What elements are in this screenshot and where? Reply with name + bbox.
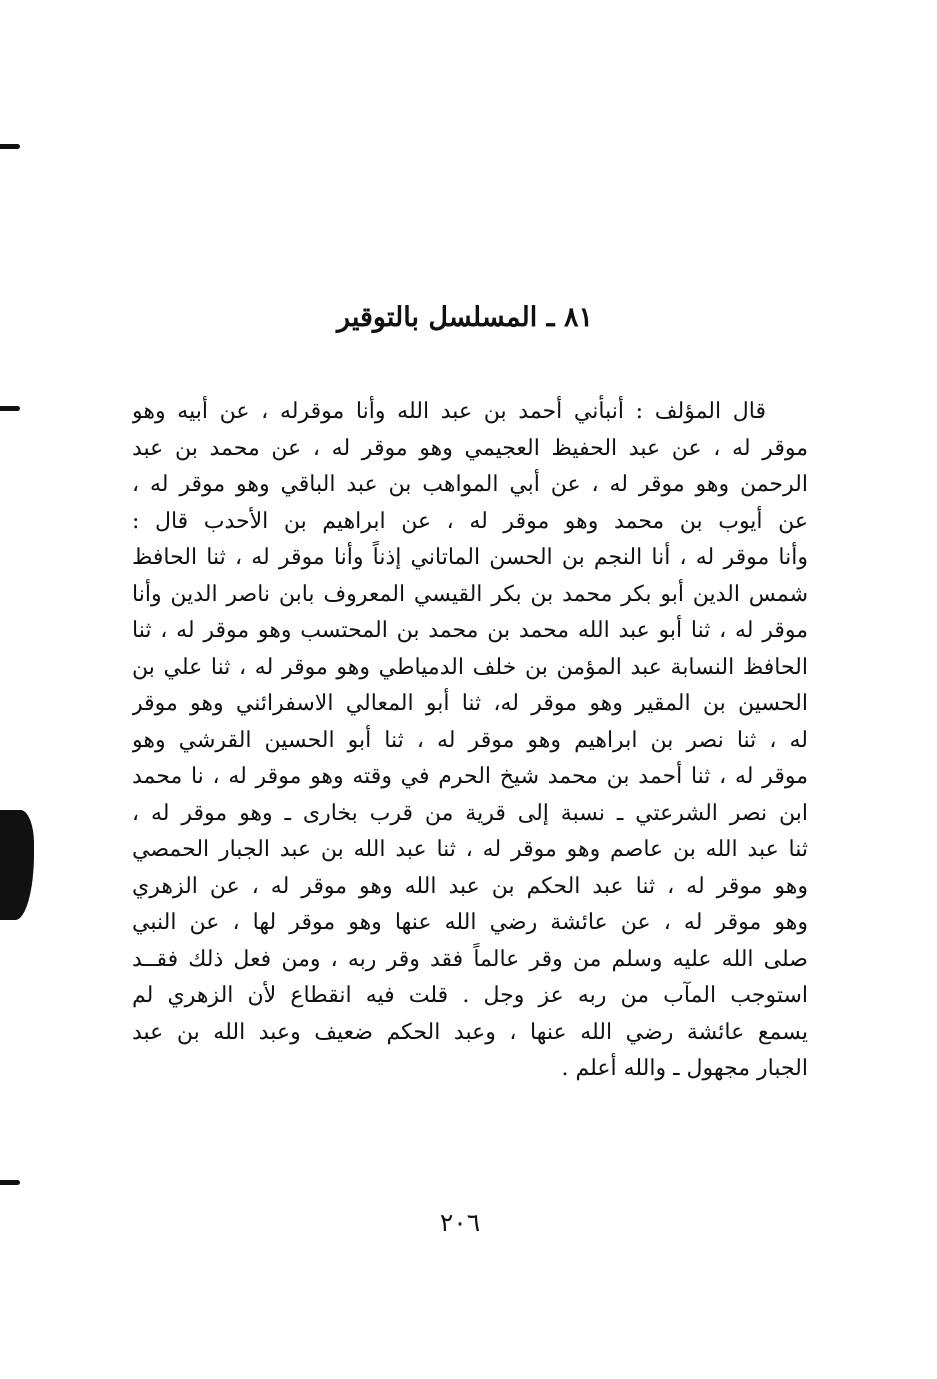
text-line: له ، ثنا نصر بن ابراهيم وهو موقر له ، ثنا أبو الحسين القرشي وهو [132,727,808,753]
text-line: يسمع عائشة رضي الله عنها ، وعبد الحكم ضعيف وعبد الله بن عبد [132,1019,808,1045]
text-line: موقر له ، عن عبد الحفيظ العجيمي وهو موقر له ، عن محمد بن عبد [132,435,808,461]
text-line: استوجب المآب من ربه عز وجل . قلت فيه انقطاع لأن الزهري لم [132,983,808,1008]
text-line: موقر له ، ثنا أحمد بن محمد شيخ الحرم في وقته وهو موقر له ، نا محمد [132,764,808,789]
text-line: عن أيوب بن محمد وهو موقر له ، عن ابراهيم بن الأحدب قال : [132,508,808,534]
scan-edge-mark [0,1180,20,1185]
text-line: وأنا موقر له ، أنا النجم بن الحسن الماتاني إذناً وأنا موقر له ، ثنا الحافظ [132,545,808,570]
scan-ink-blot [0,810,34,920]
text-line: الرحمن وهو موقر له ، عن أبي المواهب بن عبد الباقي وهو موقر له ، [132,472,808,497]
text-line: ابن نصر الشرعتي ـ نسبة إلى قرية من قرب بخارى ـ وهو موقر له ، [132,800,808,826]
text-line: الجبار مجهول ـ والله أعلم . [561,1056,808,1081]
text-line: الحسين بن المقير وهو موقر له، ثنا أبو المعالي الاسفرائني وهو موقر [132,691,808,716]
text-line: موقر له ، ثنا أبو عبد الله محمد بن محمد بن المحتسب وهو موقر له ، ثنا [132,618,808,643]
scan-edge-mark [0,406,20,411]
text-line: ثنا عبد الله بن عاصم وهو موقر له ، ثنا عبد الله بن عبد الجبار الحمصي [132,837,808,862]
text-line: صلى الله عليه وسلم من وقر عالماً فقد وقر ربه ، ومن فعل ذلك فقــد [132,946,808,972]
chapter-title: ٨١ ـ المسلسل بالتوقير [336,302,594,333]
text-line: شمس الدين أبو بكر محمد بن بكر القيسي المعروف بابن ناصر الدين وأنا [132,581,808,607]
text-line: وهو موقر له ، عن عائشة رضي الله عنها وهو موقر لها ، عن النبي [132,910,808,935]
text-line: وهو موقر له ، ثنا عبد الحكم بن عبد الله وهو موقر له ، عن الزهري [132,873,808,899]
body-text [132,394,808,1088]
page-number: ٢٠٦ [439,1208,481,1237]
text-line: الحافظ النسابة عبد المؤمن بن خلف الدمياطي وهو موقر له ، ثنا علي بن [132,654,808,680]
scan-edge-mark [0,144,20,149]
text-line: قال المؤلف : أنبأني أحمد بن عبد الله وأنا موقرله ، عن أبيه وهو [132,399,766,424]
